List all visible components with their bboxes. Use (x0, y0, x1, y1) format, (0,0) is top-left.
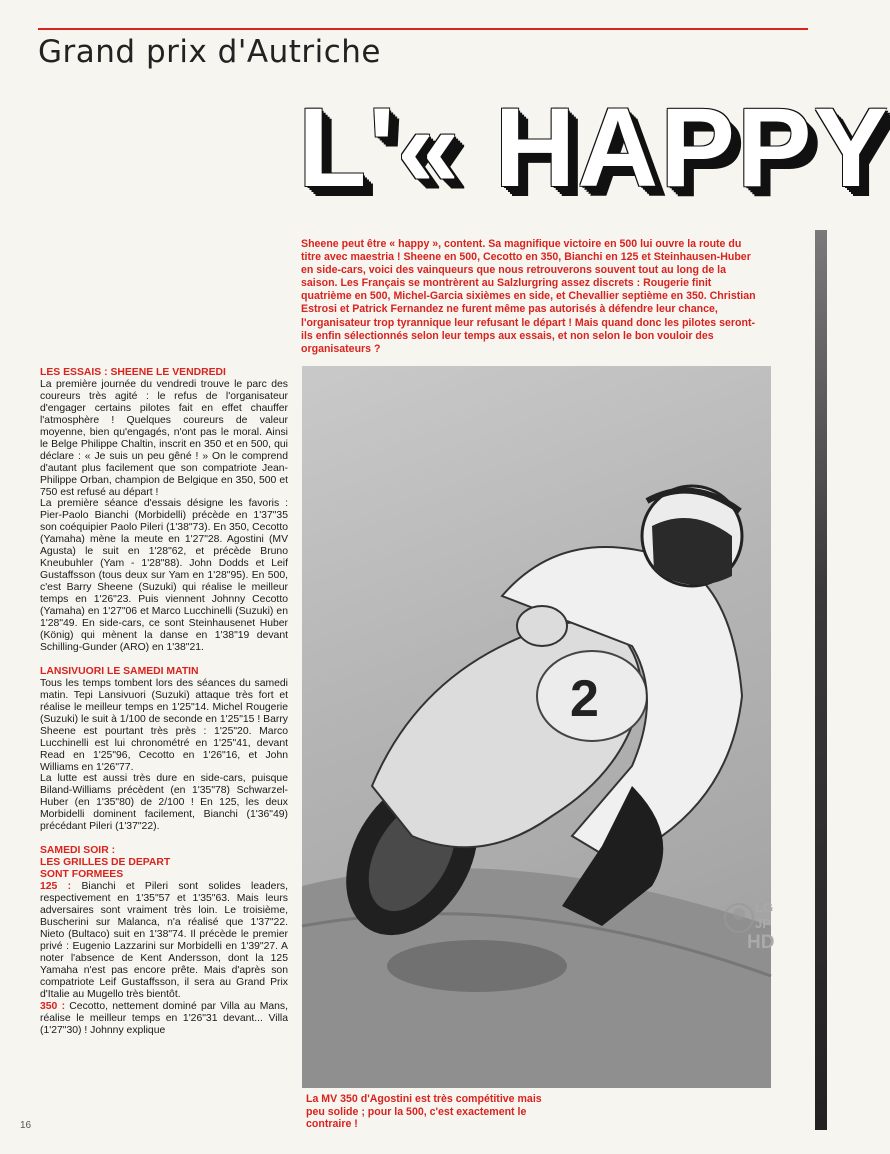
paragraph: Tous les temps tombent lors des séances du samedi matin. Tepi Lansivuori (Suzuki) attaque très fort et réalise le meilleur temps en 1'25"14. Michel Rougerie (Suzuki) le suit à 1/100 de seconde en 1'25"15 ! Barry Sheene est pourtant très près : 1'25"20. Marco Lucchinelli est lui chronométré en 1'25"41, devant Read en 1'25"96, Cecotto en 1'26"16, et John Williams en 1'26"77. (40, 677, 288, 773)
logo-hd: HD (747, 932, 775, 953)
paragraph-350 (40, 1001, 288, 1037)
section-heading-essais: LES ESSAIS : SHEENE LE VENDREDI (40, 367, 226, 378)
article-column (40, 367, 288, 1036)
headline-area (0, 0, 890, 230)
lead-125: 125 : (40, 881, 72, 893)
watermark-logo (721, 896, 785, 956)
motorcycle-rider-illustration (302, 366, 774, 1088)
watermark-icon (721, 896, 785, 956)
section-heading-samedi-soir-1: SAMEDI SOIR : (40, 845, 116, 857)
paragraph: La première séance d'essais désigne les favoris : Pier-Paolo Bianchi (Morbidelli) précède en 1'37"35 son coéquipier Paolo Pileri (1'38"73). En 350, Cecotto (Yamaha) mène la meute en 1'27"28. Agostini (MV Agusta) le suit en 1'28"62, et précède Bruno Kneubuhler (Yam - 1'28"88). John Dodds et Leif Gustaffsson (tous deux sur Yam en 1'28"95). En 500, c'est Barry Sheene (Suzuki) qui réalise le meilleur temps en 1'26"23. Puis viennent Johnny Cecotto (Yamaha) en 1'27"06 et Marco Lucchinelli (Suzuki) en 1'28"49. En side-cars, ce sont Steinhausenet Huber (König) qui mènent la danse en 1'38"19 devant Schilling-Gunder (ARO) en 1'38"21. (40, 498, 288, 653)
section-title: Grand prix d'Autriche (38, 34, 382, 70)
paragraph: La lutte est aussi très dure en side-cars, puisque Biland-Williams précèdent (en 1'35"78) Schwarzel-Huber (en 1'35"80) de 2/100 ! En 125, les deux Morbidelli dominent facilement, Bianchi (1'36"49) précédant Pileri (1'37"22). (40, 773, 288, 833)
intro-paragraph: Sheene peut être « happy », content. Sa magnifique victoire en 500 lui ouvre la route du titre avec maestria ! Sheene en 500, Cecotto en 350, Bianchi en 125 et Steinhausen-Huber en side-cars, voici des vainqueurs que nous retrouverons souvent tout au long de la saison. Les Français se montrèrent au Salzlurgring assez discrets : Rougerie finit quatrième en 500, Michel-Garcia sixièmes en side, et Chevallier septième en 350. Christian Estrosi et Patrick Fernandez ne furent même pas autorisés à défendre leur chance, l'organisateur trop tyrannique leur refusant le départ ! Mais quand donc les pilotes seront-ils enfin sélectionnés selon leur temps aux essais, et non selon le bon vouloir des organisateurs ? (301, 238, 756, 355)
headline: L'« HAPPY (298, 85, 890, 210)
logo-lg: LG (755, 900, 774, 915)
paragraph-125 (40, 881, 288, 1001)
section-heading-samedi-soir-3: SONT FORMEES (40, 869, 124, 881)
photo-caption: La MV 350 d'Agostini est très compétitive mais peu solide ; pour la 500, c'est exactement le contraire ! (306, 1093, 542, 1131)
page-number: 16 (20, 1120, 32, 1131)
section-heading-samedi-matin: LANSIVUORI LE SAMEDI MATIN (40, 665, 199, 677)
paragraph: La première journée du vendredi trouve le parc des coureurs très agité : le refus de l'organisateur d'engager certains pilotes fait en effet chauffer l'atmosphère ! Quelques coureurs de valeur moyenne, bien qu'engagés, n'ont pas le moral. Ainsi le Belge Philippe Chaltin, inscrit en 350 et en 500, qui déclare : « Je suis un peu gêné ! » On le comprend d'autant plus facilement que son compatriote Jean-Philippe Orban, champion de Belgique en 350, 500 et 750 est refusé au départ ! (40, 378, 288, 498)
page-edge-bleed (815, 230, 827, 1130)
race-number-label: 2 (570, 670, 599, 728)
paragraph-text: Bianchi et Pileri sont solides leaders, respectivement en 1'35"57 et 1'35"63. Mais leurs adversaires sont vraiment très loin. Le troisième, Buscherini sur Malanca, n'a réalisé que 1'37"22. Nieto (Bultaco) suit en 1'38"74. Il précède le premier privé : Eugenio Lazzarini sur Morbidelli en 1'39"27. A noter l'absence de Kent Andersson, dont la 125 Yamaha n'est pas encore prête. Mais d'après son compatriote Leif Gustaffsson, il sera au Grand Prix d'Italie au Mugello très bientôt. (40, 881, 288, 1000)
race-photo (302, 366, 775, 1088)
lead-350: 350 : (40, 1000, 66, 1012)
logo-jp: JP (755, 916, 771, 931)
paragraph-text: Cecotto, nettement dominé par Villa au Mans, réalise le meilleur temps en 1'26"31 devant... Villa (1'27"30) ! Johnny explique (40, 1000, 289, 1036)
section-heading-samedi-soir-2: LES GRILLES DE DEPART (40, 857, 171, 869)
